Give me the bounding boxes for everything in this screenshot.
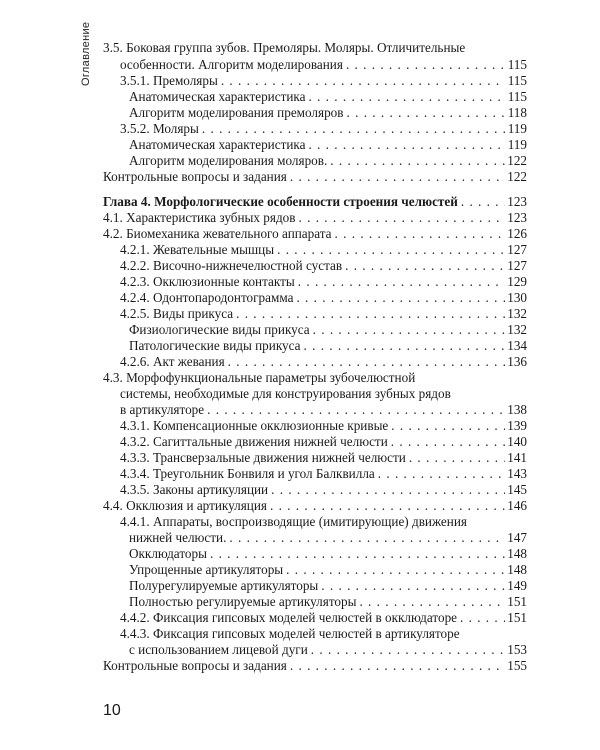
toc-entry-page: 149 xyxy=(507,578,527,593)
toc-entry-page: 148 xyxy=(507,546,527,561)
toc-entry-text: 4.2.4. Одонтопародонтограмма xyxy=(120,290,294,305)
toc-entry-page: 151 xyxy=(507,610,527,625)
toc-entry-4-3-1 xyxy=(120,418,527,434)
toc-entry-text: 4.2.5. Виды прикуса xyxy=(120,306,234,321)
toc-entry-page: 115 xyxy=(507,73,527,88)
toc-entry-text: 4.2.2. Височно-нижнечелюстной сустав xyxy=(120,258,343,273)
toc-entry-4-4-1 xyxy=(129,530,527,546)
toc-entry-page: 147 xyxy=(507,530,527,545)
toc-entry-text: 4.1. Характеристика зубных рядов xyxy=(103,210,296,225)
toc-entry-3-5-line1: 3.5. Боковая группа зубов. Премоляры. Моляры. Отличительные xyxy=(103,40,466,55)
toc-entry-text: особенности. Алгоритм моделирования xyxy=(120,57,343,72)
toc-entry-premolar-algorithm xyxy=(129,105,527,121)
toc-entry-4-4-3-line1: 4.4.3. Фиксация гипсовых моделей челюстей в артикуляторе xyxy=(120,626,460,641)
toc-entry-page: 136 xyxy=(507,354,527,369)
toc-entry-control-questions-4 xyxy=(103,658,527,674)
toc-entry-text: Алгоритм моделирования моляров. xyxy=(129,153,328,168)
toc-entry-page: 132 xyxy=(507,306,527,321)
toc-entry-text: Полностью регулируемые артикуляторы xyxy=(129,594,357,609)
toc-entry-molar-algorithm xyxy=(129,153,527,169)
toc-entry-4-2-4 xyxy=(120,290,527,306)
toc-entry-page: 139 xyxy=(507,418,527,433)
toc-entry-control-questions-3 xyxy=(103,169,527,185)
toc-entry-4-2-1 xyxy=(120,242,527,258)
toc-entry-text: Глава 4. Морфологические особенности строения челюстей xyxy=(103,194,458,209)
toc-entry-text: Упрощенные артикуляторы xyxy=(129,562,284,577)
toc-entry-text: 4.3.3. Трансверзальные движения нижней челюсти xyxy=(120,450,406,465)
toc-entry-page: 122 xyxy=(507,153,527,168)
toc-entry-text: 3.5.2. Моляры xyxy=(120,121,199,136)
toc-entry-4-4 xyxy=(103,498,527,514)
toc-entry-text: Полурегулируемые артикуляторы xyxy=(129,578,319,593)
toc-entry-page: 119 xyxy=(507,121,527,136)
toc-entry-4-4-1-line1: 4.4.1. Аппараты, воспроизводящие (имитирующие) движения xyxy=(120,514,467,529)
toc-entry-text: 4.2.3. Окклюзионные контакты xyxy=(120,274,295,289)
toc-entry-page: 118 xyxy=(507,105,527,120)
toc-entry-pathological-bite xyxy=(129,338,527,354)
toc-entry-text: 3.5.1. Премоляры xyxy=(120,73,218,88)
toc-entry-4-3-2 xyxy=(120,434,527,450)
toc-entry-page: 155 xyxy=(507,658,527,673)
toc-entry-text: 4.2.1. Жевательные мышцы xyxy=(120,242,275,257)
toc-entry-text: 4.2.6. Акт жевания xyxy=(120,354,225,369)
toc-entry-page: 130 xyxy=(507,290,527,305)
toc-entry-text: Контрольные вопросы и задания xyxy=(103,169,287,184)
toc-entry-4-3-line1: 4.3. Морфофункциональные параметры зубочелюстной xyxy=(103,370,416,385)
toc-entry-text: 4.4.2. Фиксация гипсовых моделей челюстей в окклюдаторе xyxy=(120,610,458,625)
toc-entry-page: 143 xyxy=(507,466,527,481)
toc-entry-text: в артикуляторе xyxy=(120,402,205,417)
toc-entry-page: 146 xyxy=(507,498,527,513)
toc-entry-page: 115 xyxy=(507,89,527,104)
toc-entry-3-5 xyxy=(120,57,527,73)
toc-entry-text: 4.3.4. Треугольник Бонвиля и угол Балквилла xyxy=(120,466,375,481)
toc-entry-4-3-4 xyxy=(120,466,527,482)
toc-entry-4-1 xyxy=(103,210,527,226)
toc-entry-4-3-line2: системы, необходимые для конструирования зубных рядов xyxy=(120,386,451,401)
toc-entry-text: 4.2. Биомеханика жевательного аппарата xyxy=(103,226,332,241)
toc-entry-4-4-2 xyxy=(120,610,527,626)
toc-entry-page: 140 xyxy=(507,434,527,449)
toc-entry-page: 148 xyxy=(507,562,527,577)
toc-entry-text: Анатомическая характеристика xyxy=(129,137,306,152)
toc-entry-text: 4.4. Окклюзия и артикуляция xyxy=(103,498,267,513)
toc-entry-page: 123 xyxy=(507,210,527,225)
toc-entry-3-5-1 xyxy=(120,73,527,89)
toc-entry-text: 4.3.2. Сагиттальные движения нижней челюсти xyxy=(120,434,388,449)
toc-entry-occluders xyxy=(129,546,527,562)
toc-entry-page: 153 xyxy=(507,642,527,657)
toc-entry-simple-articulators xyxy=(129,562,527,578)
toc-entry-fully-adjustable-articulators xyxy=(129,594,527,610)
toc-entry-text: Алгоритм моделирования премоляров xyxy=(129,105,344,120)
toc-entry-text: Окклюдаторы xyxy=(129,546,207,561)
toc-entry-page: 127 xyxy=(507,258,527,273)
toc-entry-4-3-3 xyxy=(120,450,527,466)
toc-entry-page: 126 xyxy=(507,226,527,241)
toc-entry-text: нижней челюсти. xyxy=(129,530,227,545)
toc-entry-4-2-3 xyxy=(120,274,527,290)
toc-entry-page: 145 xyxy=(507,482,527,497)
toc-entry-3-5-2 xyxy=(120,121,527,137)
toc-entry-4-3-5 xyxy=(120,482,527,498)
toc-entry-text: Анатомическая характеристика xyxy=(129,89,306,104)
page-number: 10 xyxy=(103,702,121,719)
toc-entry-page: 119 xyxy=(507,137,527,152)
toc-entry-text: Физиологические виды прикуса xyxy=(129,322,310,337)
toc-entry-page: 123 xyxy=(507,194,527,209)
toc-entry-premolar-anatomy xyxy=(129,89,527,105)
toc-chapter-4 xyxy=(103,194,527,210)
section-side-label: Оглавление xyxy=(80,21,92,86)
toc-entry-text: Контрольные вопросы и задания xyxy=(103,658,287,673)
toc-entry-text: с использованием лицевой дуги xyxy=(129,642,308,657)
toc-entry-4-3 xyxy=(120,402,527,418)
toc-entry-page: 115 xyxy=(507,57,527,72)
toc-entry-page: 134 xyxy=(507,338,527,353)
toc-entry-page: 132 xyxy=(507,322,527,337)
toc-entry-4-4-3 xyxy=(129,642,527,658)
toc-entry-page: 141 xyxy=(507,450,527,465)
toc-entry-semi-adjustable-articulators xyxy=(129,578,527,594)
toc-entry-page: 127 xyxy=(507,242,527,257)
toc-entry-4-2-2 xyxy=(120,258,527,274)
toc-entry-4-2-6 xyxy=(120,354,527,370)
toc-entry-4-2-5 xyxy=(120,306,527,322)
toc-entry-page: 138 xyxy=(507,402,527,417)
toc-entry-page: 151 xyxy=(507,594,527,609)
toc-entry-physiological-bite xyxy=(129,322,527,338)
toc-entry-text: 4.3.5. Законы артикуляции xyxy=(120,482,269,497)
toc-entry-molar-anatomy xyxy=(129,137,527,153)
toc-entry-4-2 xyxy=(103,226,527,242)
toc-entry-text: 4.3.1. Компенсационные окклюзионные кривые xyxy=(120,418,389,433)
toc-entry-page: 122 xyxy=(507,169,527,184)
toc-entry-text: Патологические виды прикуса xyxy=(129,338,301,353)
toc-entry-page: 129 xyxy=(507,274,527,289)
